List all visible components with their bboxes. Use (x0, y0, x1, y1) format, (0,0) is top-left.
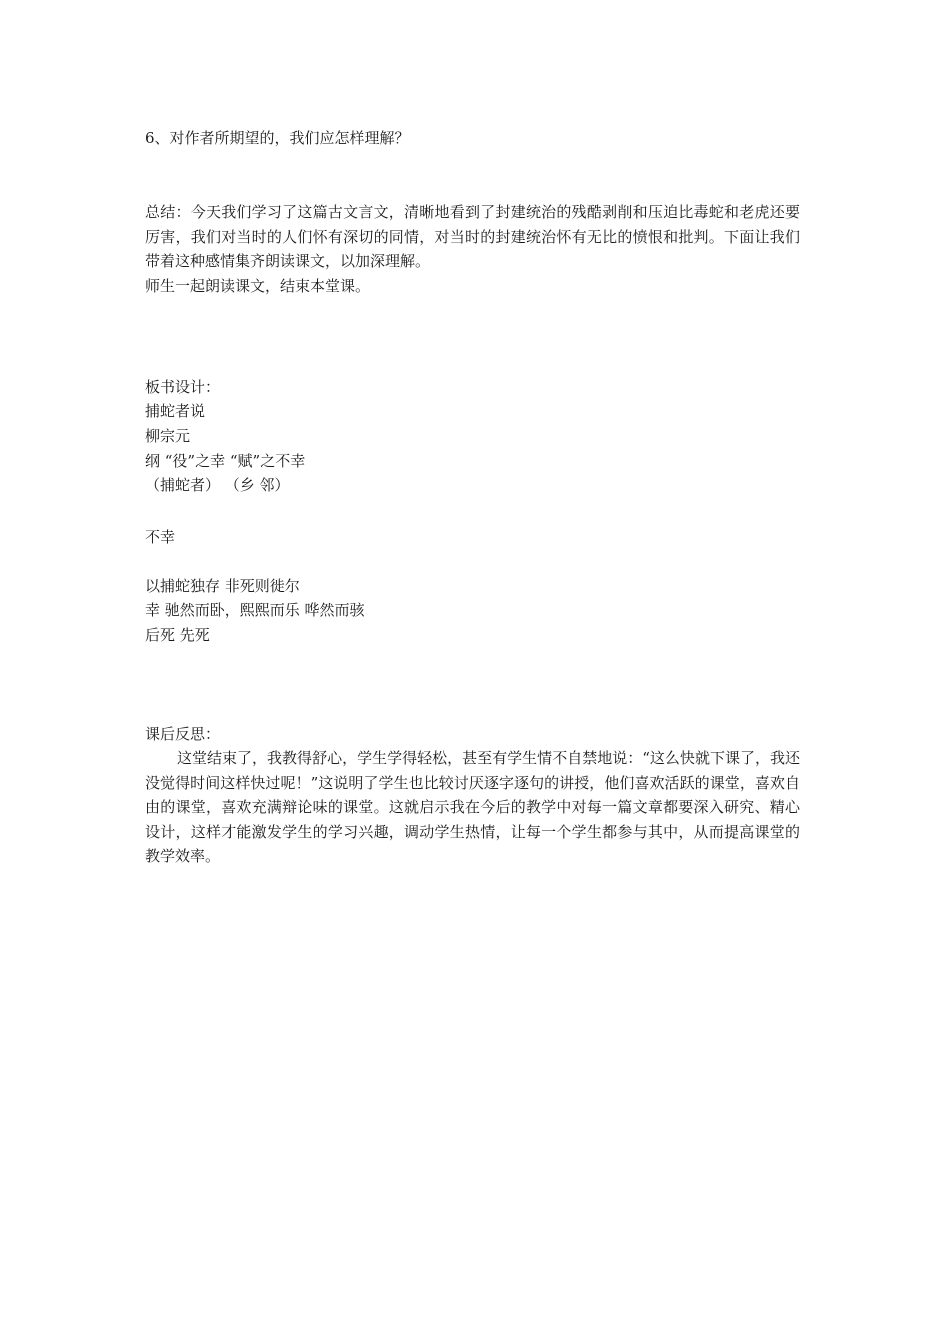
board-line-2: （捕蛇者） （乡 邻） (145, 476, 290, 494)
board-line-5: 幸 驰然而卧，熙熙而乐 哗然而骇 (145, 601, 365, 619)
board-title: 捕蛇者说 (145, 402, 206, 420)
summary-paragraph: 总结：今天我们学习了这篇古文言文，清晰地看到了封建统治的残酷剥削和压迫比毒蛇和老虎还要厉害，我们对当时的人们怀有深切的同情，对当时的封建统治怀有无比的愤恨和批判。下面让我们带着这种感情集齐朗读课文，以加深理解。 (145, 203, 800, 270)
board-line-6: 后死 先死 (145, 626, 210, 644)
board-line-4: 以捕蛇独存 非死则徙尔 (145, 577, 300, 595)
board-line-3: 不幸 (145, 528, 176, 546)
reflection-heading: 课后反思： (145, 725, 221, 743)
question-6: 6、对作者所期望的，我们应怎样理解？ (145, 129, 410, 147)
reflection-paragraph: 这堂结束了，我教得舒心，学生学得轻松，甚至有学生情不自禁地说：“这么快就下课了，我还没觉得时间这样快过呢！”这说明了学生也比较讨厌逐字逐句的讲授，他们喜欢活跃的课堂，喜欢自由的课堂，喜欢充满辩论味的课堂。这就启示我在今后的教学中对每一篇文章都要深入研究、精心设计，这样才能激发学生的学习兴趣，调动学生热情，让每一个学生都参与其中，从而提高课堂的教学效率。 (145, 749, 800, 865)
board-author: 柳宗元 (145, 427, 191, 445)
board-heading: 板书设计： (145, 378, 221, 396)
closing-line: 师生一起朗读课文，结束本堂课。 (145, 277, 371, 295)
board-line-1: 纲 “役”之幸 “赋”之不幸 (145, 452, 306, 470)
